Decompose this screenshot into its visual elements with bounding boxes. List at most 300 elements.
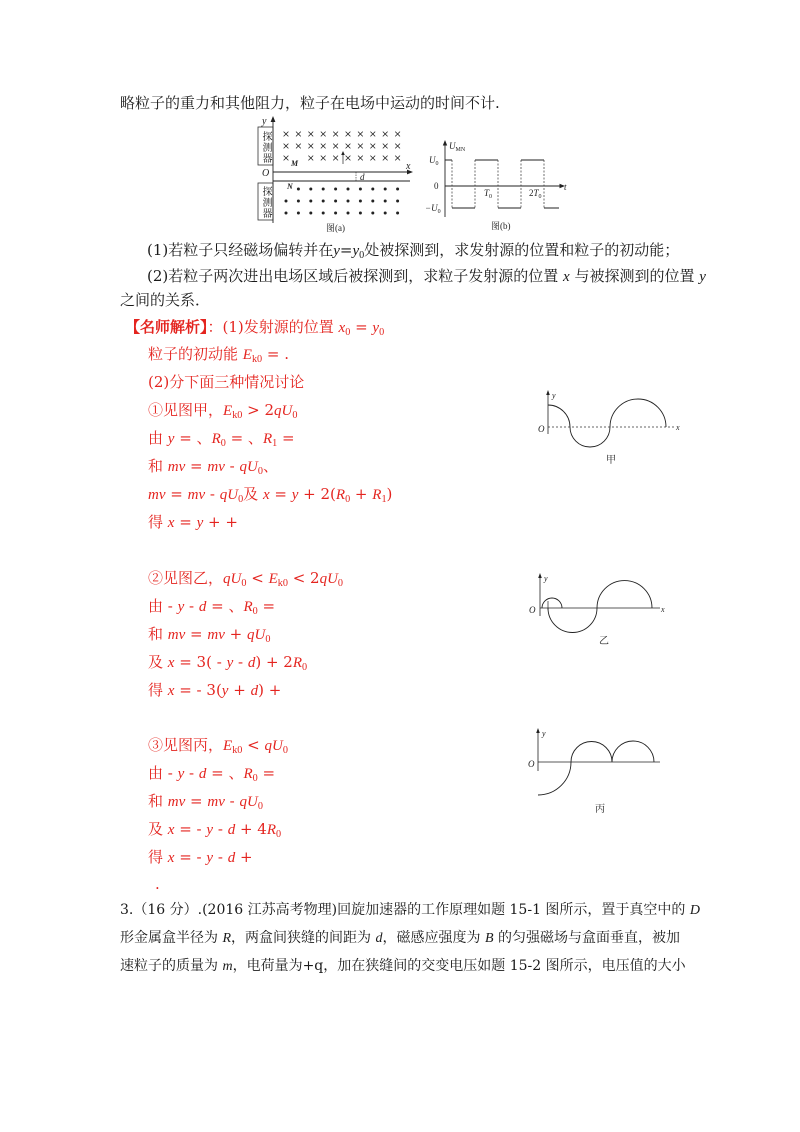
subscript: 0: [292, 409, 298, 421]
text-run: + 2(: [298, 485, 336, 503]
bold-heading: 【名师解析】: [125, 318, 208, 336]
case-1-line: [148, 456, 278, 477]
math-variable: qU: [319, 571, 338, 587]
field-dot-mark: [334, 200, 337, 203]
field-dot-mark: [359, 200, 362, 203]
math-variable: y: [291, 487, 299, 503]
text-run: =: [257, 597, 276, 615]
math-variable: mv: [167, 627, 186, 643]
math-variable: x: [167, 515, 175, 531]
text-run: -: [224, 792, 240, 810]
math-variable: R: [266, 822, 277, 838]
detector-bottom-label: 探测器: [260, 186, 271, 219]
text-run: = - 3(: [174, 681, 222, 699]
text-run: +: [350, 485, 373, 503]
math-variable: mv: [207, 459, 225, 475]
text-run: -: [184, 764, 199, 782]
text-run: =: [185, 457, 208, 475]
field-cross-mark: [395, 156, 400, 161]
math-variable: qU: [239, 794, 258, 810]
text-run: = 、: [174, 429, 212, 447]
text-run: (2)分下面三种情况讨论: [148, 373, 305, 391]
math-variable: x: [338, 320, 346, 336]
math-variable: mv: [207, 627, 225, 643]
text-run: 由: [148, 429, 168, 447]
2t0-coefficient: 2: [529, 188, 534, 198]
subscript: 0: [257, 465, 263, 477]
trajectory-arc: [542, 598, 562, 608]
zero-label: 0: [434, 181, 439, 191]
text-run: 及: [148, 820, 168, 838]
field-dot-mark: [347, 200, 350, 203]
field-dot-mark: [309, 188, 312, 191]
field-dot-mark: [384, 188, 387, 191]
field-cross-mark: [296, 144, 301, 149]
math-variable: d: [227, 850, 236, 866]
field-cross-mark: [333, 156, 338, 161]
text-run: -: [224, 457, 240, 475]
2t0-symbol: T: [533, 188, 539, 198]
figure-bing: [520, 725, 665, 815]
gap-label: d: [360, 172, 365, 182]
x-axis-label: x: [661, 605, 665, 614]
figure-bing-caption: 丙: [595, 804, 605, 815]
subscript: 0: [345, 326, 351, 338]
math-variable: R: [262, 431, 273, 447]
text-run: =: [185, 625, 208, 643]
text-run: = 3( -: [174, 653, 227, 671]
field-dot-mark: [396, 212, 399, 215]
math-variable: y: [333, 243, 340, 259]
problem-3-line: [120, 956, 686, 977]
case-2-line: [148, 652, 307, 673]
text-run: 得: [148, 681, 168, 699]
field-dot-mark: [347, 188, 350, 191]
text-run: = .: [262, 345, 290, 363]
text-run: -: [205, 485, 220, 503]
field-dot-mark: [322, 188, 325, 191]
text-run: 和: [148, 792, 168, 810]
field-cross-mark: [284, 132, 289, 137]
y-axis-arrow-icon: [536, 728, 540, 733]
subscript: 0: [379, 326, 385, 338]
field-cross-mark: [346, 144, 351, 149]
math-variable: E: [223, 738, 233, 754]
field-cross-mark: [284, 156, 289, 161]
field-cross-mark: [333, 132, 338, 137]
field-cross-mark: [395, 132, 400, 137]
detector-top-label: 探测器: [260, 130, 271, 164]
field-cross-mark: [358, 156, 363, 161]
text-run: + +: [203, 513, 238, 531]
text-run: 得: [148, 513, 168, 531]
magnetic-field-dots: [285, 188, 400, 215]
y-axis-label: y: [544, 574, 548, 583]
text-run: <: [246, 569, 269, 587]
figure-a: [250, 115, 420, 240]
subscript: 0: [302, 661, 308, 673]
field-dot-mark: [309, 200, 312, 203]
text-run: (2)若粒子两次进出电场区域后被探测到，求粒子发射源的位置: [147, 267, 564, 285]
text-run: 、: [262, 457, 278, 475]
y-axis-label: y: [552, 391, 556, 400]
y-axis-label: y: [542, 729, 546, 738]
u-axis-subscript: MN: [455, 147, 466, 153]
field-dot-mark: [384, 200, 387, 203]
origin-label: O: [529, 605, 536, 615]
field-dot-mark: [297, 188, 300, 191]
field-cross-mark: [333, 144, 338, 149]
plate-m-label: M: [291, 159, 299, 168]
math-variable: y: [372, 320, 380, 336]
question-1: [147, 240, 679, 261]
question-2-line-2: [120, 290, 210, 310]
math-variable: y: [167, 431, 175, 447]
case-1-line: [148, 512, 238, 533]
math-variable: R: [222, 931, 232, 946]
text-run: =: [350, 318, 373, 336]
field-cross-mark: [284, 144, 289, 149]
math-variable: y: [196, 515, 204, 531]
text-run: -: [213, 820, 228, 838]
math-variable: x: [167, 822, 175, 838]
math-variable: mv: [167, 459, 186, 475]
y-axis-label: y: [262, 116, 267, 127]
case-1-line: [148, 428, 295, 449]
text-run: 与被探测到的位置: [569, 267, 700, 285]
subscript: 0: [241, 577, 247, 589]
field-cross-mark: [321, 156, 326, 161]
math-variable: B: [484, 931, 494, 946]
u-axis-arrow-icon: [443, 140, 447, 146]
text-run: 之间的关系．: [120, 291, 211, 309]
math-variable: mv: [148, 487, 166, 503]
origin-label: O: [528, 759, 535, 769]
magnetic-field-crosses: [284, 132, 400, 161]
text-run: 略粒子的重力和其他阻力，粒子在电场中运动的时间不计.: [120, 94, 500, 112]
field-dot-mark: [371, 200, 374, 203]
field-dot-mark: [322, 200, 325, 203]
math-variable: y: [226, 655, 234, 671]
field-cross-mark: [308, 156, 313, 161]
text-run: 得: [148, 848, 168, 866]
math-variable: R: [211, 431, 221, 447]
text-run: 和: [148, 625, 168, 643]
text-run: ，两盒间狭缝的间距为: [231, 930, 376, 946]
subscript: 0: [252, 605, 258, 617]
trajectory-arc: [610, 399, 666, 427]
math-variable: x: [167, 683, 175, 699]
case-2-line: [148, 624, 270, 645]
math-variable: qU: [274, 403, 293, 419]
case-3-line: [148, 791, 263, 812]
text-run: ，磁感应强度为: [382, 930, 485, 946]
text-run: 及: [148, 653, 168, 671]
math-variable: d: [247, 655, 256, 671]
y-axis-arrow-icon: [271, 116, 276, 122]
text-run: =: [339, 241, 353, 259]
text-run: -: [233, 653, 248, 671]
text-run: 和: [148, 457, 168, 475]
field-cross-mark: [308, 132, 313, 137]
field-dot-mark: [297, 212, 300, 215]
text-run: =: [277, 429, 295, 447]
text-run: ): [386, 485, 393, 503]
case-3-line: [148, 735, 288, 756]
math-variable: qU: [223, 571, 242, 587]
math-variable: y: [206, 822, 214, 838]
text-run: ，电荷量为+q，加在狭缝间的交变电压如题 15-2 图所示，电压值的大小: [232, 958, 686, 974]
neg-u0-symbol: −U: [425, 203, 438, 213]
subscript: k0: [277, 577, 288, 589]
field-dot-mark: [371, 188, 374, 191]
field-cross-mark: [383, 132, 388, 137]
field-cross-mark: [308, 144, 313, 149]
subscript: 0: [265, 633, 271, 645]
subscript: 1: [272, 437, 278, 449]
field-cross-mark: [370, 132, 375, 137]
math-variable: R: [292, 655, 303, 671]
intro-line: [120, 93, 500, 113]
math-variable: d: [375, 931, 383, 946]
field-dot-mark: [347, 212, 350, 215]
analysis-initial-ke: [148, 344, 289, 365]
text-run: =: [185, 792, 208, 810]
t-axis-label: t: [564, 182, 567, 192]
analysis-closing: [155, 874, 160, 894]
text-run: =: [174, 513, 197, 531]
text-run: +: [228, 681, 251, 699]
2t0-subscript: 0: [538, 194, 542, 200]
analysis-cases-intro: [148, 372, 304, 392]
trajectory-arc: [538, 762, 571, 795]
analysis-header: [125, 317, 384, 338]
math-variable: qU: [247, 627, 266, 643]
neg-u0-label: [425, 203, 441, 215]
text-run: 由 -: [148, 597, 178, 615]
field-dot-mark: [396, 188, 399, 191]
text-run: 速粒子的质量为: [120, 958, 223, 974]
field-cross-mark: [383, 156, 388, 161]
math-variable: qU: [219, 487, 239, 503]
text-run: ③见图丙，: [148, 736, 224, 754]
field-dot-mark: [396, 200, 399, 203]
field-cross-mark: [296, 132, 301, 137]
text-run: = 、: [206, 597, 244, 615]
math-variable: x: [167, 850, 175, 866]
field-dot-mark: [285, 200, 288, 203]
subscript: 0: [238, 493, 244, 505]
figure-jia: [530, 388, 685, 468]
text-run: +: [235, 848, 253, 866]
subscript: k0: [232, 744, 243, 756]
math-variable: D: [689, 903, 701, 918]
field-cross-mark: [321, 144, 326, 149]
text-run: -: [184, 597, 199, 615]
field-cross-mark: [358, 144, 363, 149]
subscript: 0: [359, 249, 365, 261]
trajectory-arc: [570, 427, 610, 447]
math-variable: mv: [187, 487, 206, 503]
math-variable: E: [242, 347, 252, 363]
origin-label: O: [538, 424, 545, 434]
subscript: 0: [252, 772, 258, 784]
subscript: 0: [276, 828, 282, 840]
math-variable: y: [221, 683, 229, 699]
trajectory-arc: [597, 581, 652, 608]
text-run: ②见图乙，: [148, 569, 224, 587]
subscript: 1: [381, 493, 387, 505]
subscript: k0: [232, 409, 243, 421]
text-run: + 4: [235, 820, 267, 838]
field-dot-mark: [359, 188, 362, 191]
question-2-line-1: [147, 266, 706, 287]
text-run: =: [257, 764, 276, 782]
field-dot-mark: [371, 212, 374, 215]
text-run: ①见图甲，: [148, 401, 224, 419]
math-variable: y: [699, 269, 706, 285]
text-run: = -: [174, 848, 207, 866]
neg-u0-subscript: 0: [437, 209, 441, 215]
plate-n-label: N: [287, 182, 293, 191]
figure-b-caption: 图(b): [491, 221, 511, 231]
math-variable: y: [177, 599, 185, 615]
math-variable: d: [198, 599, 207, 615]
text-run: = -: [174, 820, 207, 838]
case-3-line: [148, 819, 281, 840]
t0-subscript: 0: [489, 194, 493, 200]
text-run: 粒子的初动能: [148, 345, 243, 363]
text-run: -: [213, 848, 228, 866]
text-run: =: [269, 485, 292, 503]
subscript: 0: [257, 800, 263, 812]
field-dot-mark: [309, 212, 312, 215]
t0-symbol: T: [484, 188, 490, 198]
problem-3-line: [120, 928, 680, 949]
u0-label: [429, 155, 439, 167]
text-run: 形金属盒半径为: [120, 930, 223, 946]
text-run: ) + 2: [255, 653, 293, 671]
field-cross-mark: [346, 156, 351, 161]
math-variable: y: [206, 850, 214, 866]
figure-jia-caption: 甲: [606, 455, 616, 466]
field-dot-mark: [384, 212, 387, 215]
trajectory-arc: [548, 405, 570, 427]
field-cross-mark: [346, 132, 351, 137]
velocity-arrow-icon: [341, 151, 345, 155]
t0-label: [484, 188, 492, 200]
field-dot-mark: [322, 212, 325, 215]
math-variable: R: [372, 487, 382, 503]
field-cross-mark: [321, 132, 326, 137]
field-cross-mark: [395, 144, 400, 149]
text-run: 处被探测到，求发射源的位置和粒子的初动能；: [364, 241, 680, 259]
origin-label: O: [262, 168, 270, 179]
field-cross-mark: [370, 156, 375, 161]
field-dot-mark: [285, 212, 288, 215]
figure-a-caption: 图(a): [326, 223, 345, 233]
text-run: ：(1)发射源的位置: [207, 318, 339, 336]
u-axis-label: [449, 141, 466, 153]
text-run: (1)若粒子只经磁场偏转并在: [147, 241, 334, 259]
subscript: 0: [337, 577, 344, 589]
u0-subscript: 0: [435, 161, 439, 167]
y-axis-arrow-icon: [546, 390, 550, 395]
field-dot-mark: [334, 212, 337, 215]
text-run: < 2: [287, 569, 320, 587]
math-variable: R: [335, 487, 346, 503]
text-run: 由 -: [148, 764, 178, 782]
figure-yi: [520, 570, 670, 650]
trajectory-arc: [571, 742, 612, 763]
text-run: = 、: [206, 764, 244, 782]
trajectory-arc: [548, 608, 597, 633]
subscript: 0: [282, 744, 288, 756]
case-2-line: [148, 680, 281, 701]
math-variable: mv: [207, 794, 225, 810]
text-run: 及: [243, 485, 263, 503]
x-axis-label: x: [676, 423, 680, 432]
text-run: > 2: [242, 401, 275, 419]
text-run: ) +: [258, 681, 282, 699]
math-variable: E: [268, 571, 278, 587]
field-dot-mark: [359, 212, 362, 215]
math-variable: E: [223, 403, 233, 419]
case-1-line: [148, 484, 392, 505]
field-cross-mark: [383, 144, 388, 149]
field-cross-mark: [370, 144, 375, 149]
field-dot-mark: [297, 200, 300, 203]
field-cross-mark: [358, 132, 363, 137]
u-axis-symbol: U: [449, 141, 456, 151]
math-variable: d: [250, 683, 259, 699]
text-run: = 、: [225, 429, 263, 447]
figure-yi-caption: 乙: [599, 636, 609, 647]
math-variable: x: [563, 269, 570, 285]
text-run: =: [165, 485, 188, 503]
math-variable: R: [243, 766, 253, 782]
problem-3-line: [120, 900, 701, 921]
subscript: 0: [345, 493, 351, 505]
math-variable: d: [227, 822, 236, 838]
math-variable: R: [243, 599, 253, 615]
y-axis-arrow-icon: [538, 573, 542, 578]
math-variable: mv: [167, 794, 186, 810]
x-axis-label: x: [406, 161, 411, 172]
math-variable: d: [198, 766, 207, 782]
case-1-line: [148, 400, 297, 421]
math-variable: y: [177, 766, 185, 782]
subscript: 0: [220, 437, 226, 449]
case-3-line: [148, 847, 253, 868]
math-variable: x: [262, 487, 270, 503]
math-variable: y: [352, 243, 360, 259]
case-3-line: [148, 763, 275, 784]
figure-b: [425, 135, 575, 235]
u0-symbol: U: [429, 155, 436, 165]
2t0-label: [529, 188, 542, 200]
text-run: 的匀强磁场与盒面垂直，被加: [493, 930, 681, 946]
trajectory-arc: [612, 741, 654, 762]
field-dot-mark: [334, 188, 337, 191]
math-variable: qU: [239, 459, 258, 475]
case-2-line: [148, 596, 275, 617]
text-run: +: [224, 625, 247, 643]
text-run: <: [242, 736, 265, 754]
math-variable: x: [167, 655, 175, 671]
case-2-line: [148, 568, 343, 589]
math-variable: qU: [264, 738, 283, 754]
